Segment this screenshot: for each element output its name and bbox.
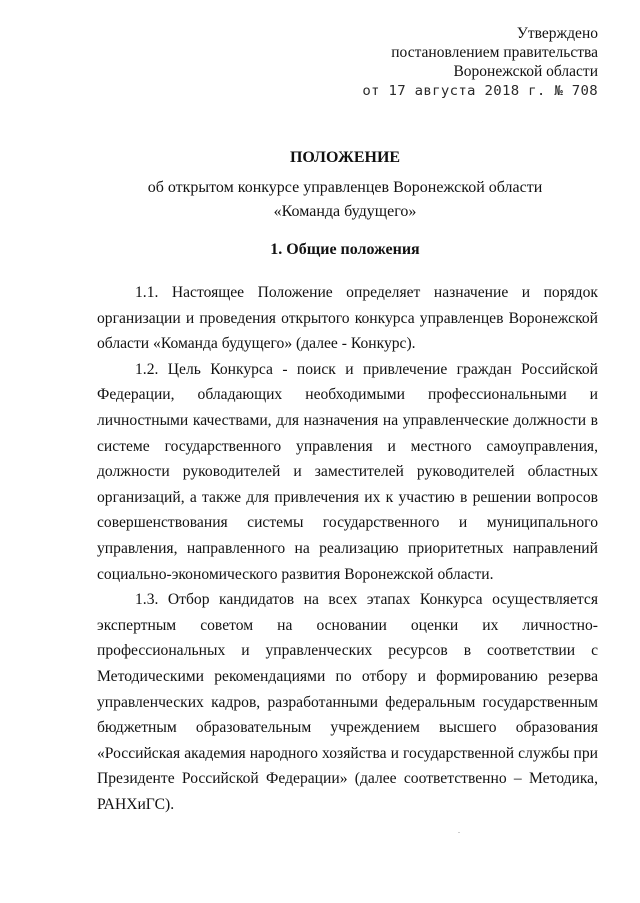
scan-artifact (458, 832, 460, 833)
paragraph-1-3: 1.3. Отбор кандидатов на всех этапах Конкурса осуществляется экспертным советом на основании оценки их личностно-профессиональных и управленческих ресурсов в соответствии с Методическими рекомендациями по отбору и формированию резерва управленческих кадров, разработанными федеральным государственным бюджетным образовательным учреждением высшего образования «Российская академия народного хозяйства и государственной службы при Президенте Российской Федерации» (далее соответственно – Методика, РАНХиГС). (97, 591, 598, 813)
document-subtitle-name: «Команда будущего» (273, 203, 417, 220)
section-heading: 1. Общие положения (270, 241, 420, 258)
paragraph-1-2: 1.2. Цель Конкурса - поиск и привлечение граждан Российской Федерации, обладающих необходимыми профессиональными и личностными качествами, для назначения на управленческие должности в системе государственного управления и местного самоуправления, должности руководителей и заместителей руководителей областных организаций, а также для привлечения их к участию в решении вопросов совершенствования системы государственного и муниципального управления, направленного на реализацию приоритетных направлений социально-экономического развития Воронежской области. (97, 360, 598, 583)
approval-line-approved: Утверждено (516, 25, 598, 42)
section-body (97, 280, 598, 817)
approval-line-resolution: постановлением правительства (391, 44, 598, 61)
document-title-block (60, 148, 630, 224)
document-title: ПОЛОЖЕНИЕ (289, 149, 401, 166)
document-subtitle: об открытом конкурсе управленцев Воронежской области (147, 179, 543, 196)
approval-date-stamp: от 17 августа 2018 г. № 708 (362, 83, 598, 99)
approval-block (362, 24, 598, 101)
paragraph-1-1: 1.1. Настоящее Положение определяет назначение и порядок организации и проведения открытого конкурса управленцев Воронежской области «Команда будущего» (далее - Конкурс). (97, 284, 598, 353)
approval-line-region: Воронежской области (453, 63, 598, 80)
